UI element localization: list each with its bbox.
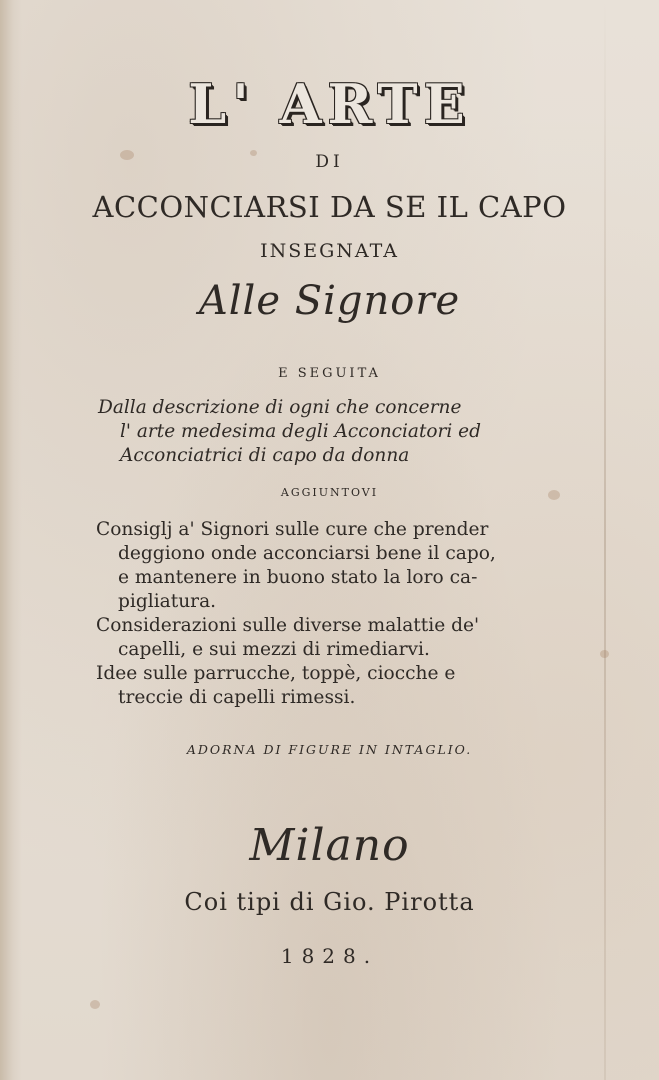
foxing-spot [600,650,609,658]
illustrations-note: ADORNA DI FIGURE IN INTAGLIO. [186,742,473,757]
main-title: ACCONCIARSI DA SE IL CAPO [92,190,567,224]
description-line: Acconciatrici di capo da donna [120,445,410,466]
imprint-printer: Coi tipi di Gio. Pirotta [184,888,475,916]
book-title: L' ARTE [188,72,471,136]
contents-line: Idee sulle parrucche, toppè, ciocche e [96,663,456,684]
foxing-spot [90,1000,100,1009]
contents-line: Considerazioni sulle diverse malattie de' [96,615,480,636]
contents-block [96,518,536,710]
imprint-year: 1828. [280,944,379,968]
description-line: l' arte medesima degli Acconciatori ed [120,421,481,442]
title-di: DI [315,152,344,172]
contents-line: Consiglj a' Signori sulle cure che prender [96,519,489,540]
contents-line: capelli, e sui mezzi di rimediarvi. [118,639,430,660]
description-block [98,396,538,468]
subtitle-signore: Alle Signore [198,278,461,324]
contents-line: deggiono onde acconciarsi bene il capo, [118,543,496,564]
subtitle-insegnata: INSEGNATA [260,240,399,262]
subtitle-seguita: E SEGUITA [278,366,381,381]
imprint-city: Milano [249,820,410,871]
heading-aggiuntovi: AGGIUNTOVI [280,486,379,499]
contents-line: treccie di capelli rimessi. [118,687,356,708]
description-line: Dalla descrizione di ogni che concerne [98,397,462,418]
contents-line: e mantenere in buono stato la loro ca- [118,567,478,588]
contents-line: pigliatura. [118,591,217,612]
